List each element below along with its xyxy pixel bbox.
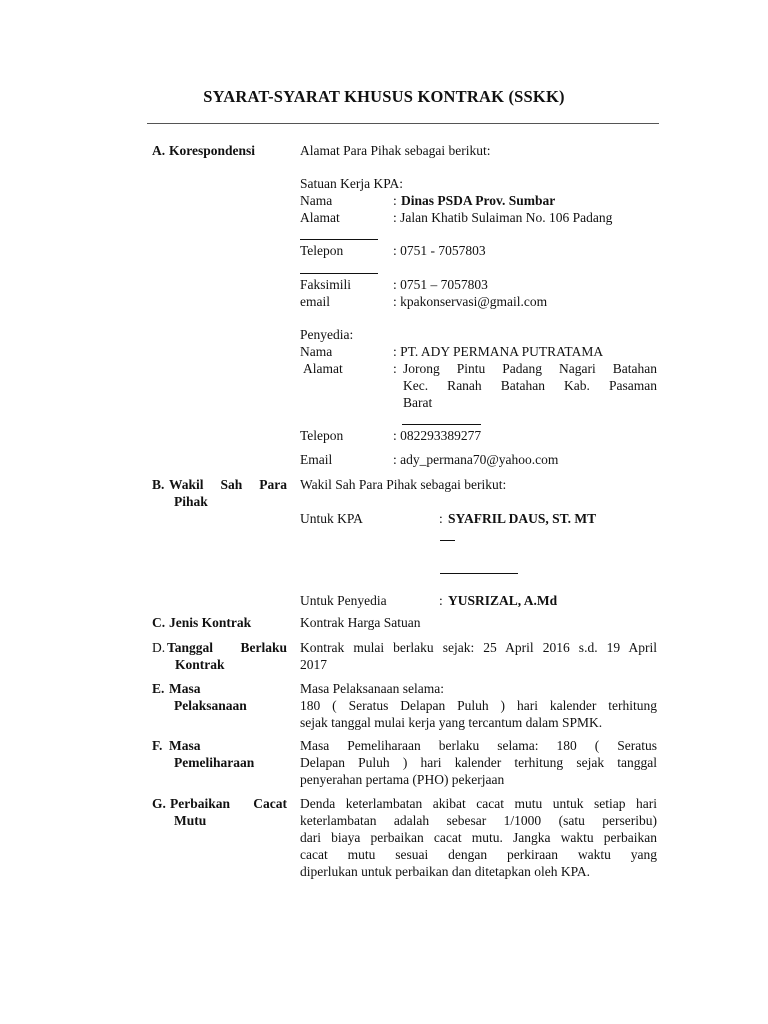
section-b-label [169, 476, 287, 510]
section-a-label: Korespondensi [169, 143, 256, 158]
kpa-faksimili-value: : 0751 – 7057803 [393, 277, 488, 292]
kpa-email-value: : kpakonservasi@gmail.com [393, 294, 548, 309]
kpa-alamat-value: : Jalan Khatib Sulaiman No. 106 Padang [393, 210, 613, 225]
section-g-text-line: dari biaya perbaikan cacat mutu. Jangka waktu perbaikan [300, 830, 657, 845]
section-d-label-line: Kontrak [175, 657, 225, 672]
kpa-nama-value: Dinas PSDA Prov. Sumbar [401, 193, 556, 208]
section-b-intro: Wakil Sah Para Pihak sebagai berikut: [300, 477, 507, 492]
section-g-label-line: Mutu [174, 813, 207, 828]
kpa-telepon-label: Telepon [300, 243, 344, 258]
penyedia-alamat-line: Jorong Pintu Padang Nagari Batahan [403, 361, 657, 376]
kpa-nama-label: Nama [300, 193, 333, 208]
document-title: SYARAT-SYARAT KHUSUS KONTRAK (SSKK) [203, 87, 565, 106]
wakil-kpa-colon: : [439, 511, 443, 526]
section-d-text-line: Kontrak mulai berlaku sejak: 25 April 2016 s.d. 19 April [300, 640, 657, 655]
section-g-text [300, 795, 657, 880]
section-g-prefix: G. [152, 796, 166, 811]
section-e-prefix: E. [152, 681, 165, 696]
penyedia-heading: Penyedia: [300, 327, 354, 342]
kpa-alamat-label: Alamat [300, 210, 340, 225]
section-f-text-line: penyerahan pertama (PHO) pekerjaan [300, 772, 505, 787]
section-b-label-line: Pihak [174, 494, 208, 509]
wakil-penyedia-colon: : [439, 593, 443, 608]
section-g-label-line: Perbaikan Cacat [170, 796, 287, 811]
wakil-kpa-label: Untuk KPA [300, 511, 363, 526]
section-b-prefix: B. [152, 477, 165, 492]
section-b-label-line: Wakil Sah Para [169, 477, 287, 492]
section-a-intro: Alamat Para Pihak sebagai berikut: [300, 143, 491, 158]
kpa-telepon-value: : 0751 - 7057803 [393, 243, 486, 258]
section-f-text-line: Delapan Puluh ) hari kalender terhitung sejak tanggal [300, 755, 657, 770]
section-d-text-line: 2017 [300, 657, 327, 672]
penyedia-telepon-value: : 082293389277 [393, 428, 482, 443]
section-d-text [300, 639, 657, 673]
signature-dash [440, 540, 455, 541]
wakil-penyedia-label: Untuk Penyedia [300, 593, 387, 608]
penyedia-nama-value: : PT. ADY PERMANA PUTRATAMA [393, 344, 604, 359]
section-g-text-line: keterlambatan adalah sebesar 1/1000 (satu perseribu) [300, 813, 657, 828]
penyedia-alamat-rule [402, 424, 481, 425]
section-g-label [170, 795, 287, 829]
title-divider [147, 123, 659, 124]
kpa-nama-colon: : [393, 193, 397, 208]
section-f-label-line2: Pemeliharaan [174, 755, 255, 770]
kpa-email-label: email [300, 294, 330, 309]
penyedia-alamat-value [403, 360, 657, 411]
section-e-label-line1: Masa [169, 681, 201, 696]
section-e-text-line: 180 ( Seratus Delapan Puluh ) hari kalender terhitung [300, 698, 657, 713]
wakil-penyedia-name: YUSRIZAL, A.Md [448, 593, 558, 608]
penyedia-email-value: : ady_permana70@yahoo.com [393, 452, 559, 467]
penyedia-nama-label: Nama [300, 344, 333, 359]
penyedia-alamat-line: Barat [403, 395, 433, 410]
section-d-prefix: D. [152, 640, 166, 655]
section-c-label: Jenis Kontrak [169, 615, 252, 630]
kpa-faksimili-label: Faksimili [300, 277, 352, 292]
kpa-heading: Satuan Kerja KPA: [300, 176, 403, 191]
penyedia-alamat-label: Alamat [303, 361, 343, 376]
kpa-alamat-rule [300, 239, 378, 240]
section-f-label-line1: Masa [169, 738, 201, 753]
section-f-prefix: F. [152, 738, 163, 753]
penyedia-email-label: Email [300, 452, 333, 467]
section-g-text-line: cacat mutu sesuai dengan perkiraan waktu yang [300, 847, 657, 862]
wakil-kpa-name: SYAFRIL DAUS, ST. MT [448, 511, 597, 526]
penyedia-alamat-line: Kec. Ranah Batahan Kab. Pasaman [403, 378, 657, 393]
section-g-text-line: diperlukan untuk perbaikan dan ditetapkan oleh KPA. [300, 864, 591, 879]
section-c-text: Kontrak Harga Satuan [300, 615, 421, 630]
signature-line [440, 573, 518, 574]
section-a-prefix: A. [152, 143, 166, 158]
section-d-label [167, 639, 287, 673]
penyedia-alamat-colon: : [393, 361, 397, 376]
section-d-label-line: Tanggal Berlaku [167, 640, 287, 655]
section-e-label-line2: Pelaksanaan [174, 698, 247, 713]
section-e-text-line: sejak tanggal mulai kerja yang tercantum dalam SPMK. [300, 715, 603, 730]
section-f-text-line: Masa Pemeliharaan berlaku selama: 180 ( Seratus [300, 738, 657, 753]
section-e-text-line: Masa Pelaksanaan selama: [300, 681, 444, 696]
penyedia-telepon-label: Telepon [300, 428, 344, 443]
kpa-telepon-rule [300, 273, 378, 274]
section-g-text-line: Denda keterlambatan akibat cacat mutu untuk setiap hari [300, 796, 657, 811]
section-e-text [300, 680, 657, 731]
section-f-text [300, 737, 657, 788]
section-c-prefix: C. [152, 615, 166, 630]
